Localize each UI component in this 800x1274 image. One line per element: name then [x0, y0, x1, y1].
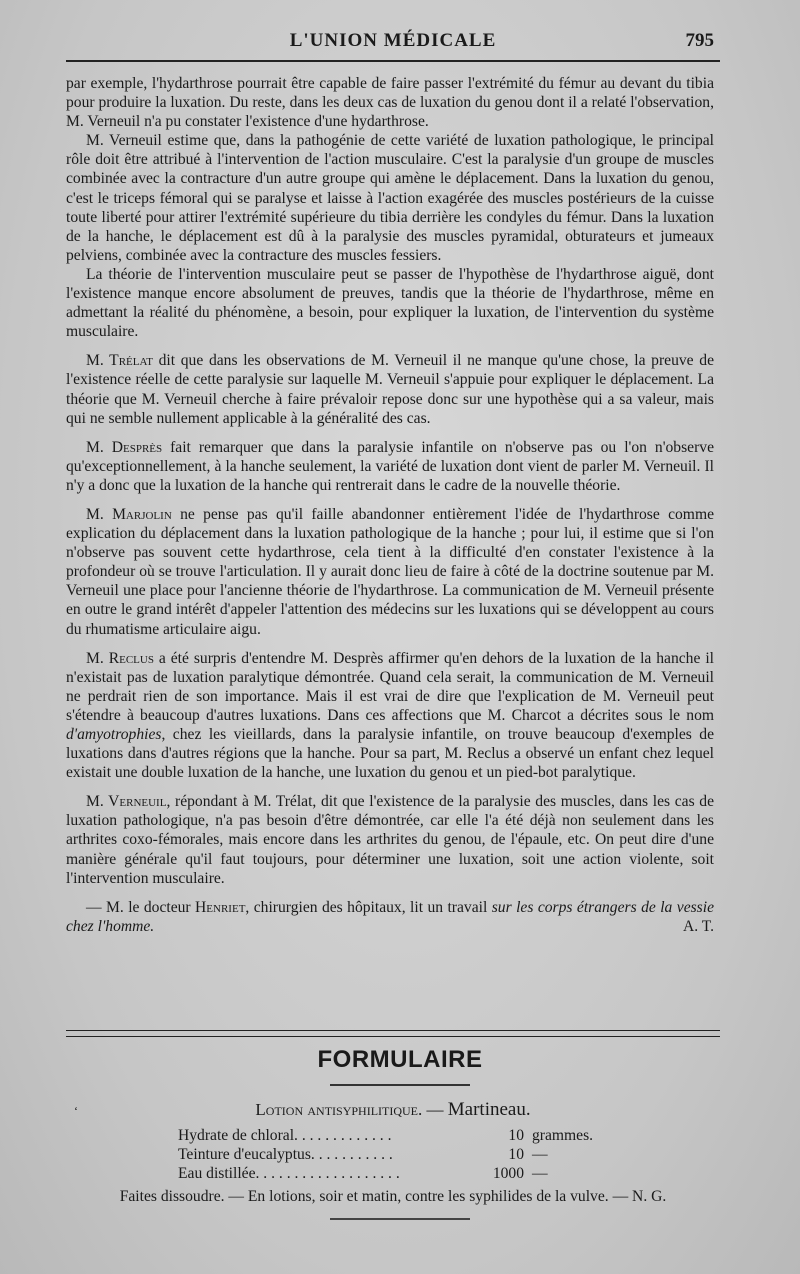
ingredient-row [178, 1145, 618, 1164]
recipe-instructions: Faites dissoudre. — En lotions, soir et matin, contre les syphilides de la vulve. — N. G. [119, 1188, 667, 1205]
paragraph-despres [66, 438, 714, 495]
recipe-name: Lotion antisyphilitique. [255, 1100, 423, 1119]
paragraph-text: , chez les vieillards, dans la paralysie infantile, on trouve beaucoup d'exemples de luxations dans d'autres régions que la hanche. Pour sa part, M. Reclus a observé un enfant chez lequel existait une double luxation de la hanche, une luxation du genou et un pied-bot paralytique. [66, 726, 714, 782]
paragraph-verneuil-reply [66, 792, 714, 887]
paragraph-reclus [66, 649, 714, 783]
closing-rule [330, 1218, 470, 1220]
paragraph-muscular-intervention: La théorie de l'intervention musculaire peut se passer de l'hypothèse de l'hydarthrose aiguë, dont l'existence manque encore absolument de preuves, tandis que la théorie de l'hydarthrose, même en admettant la réalité du phénomène, a besoin, pour expliquer la luxation, de l'intervention du système musculaire. [66, 265, 714, 341]
page-number: 795 [685, 30, 714, 51]
ingredient-quantity: 10 [508, 1127, 524, 1144]
article-body [66, 74, 714, 936]
ingredient-quantity: 10 [508, 1146, 524, 1163]
emphasis-title: sur les corps étrangers de la vessie chez l'homme. [66, 898, 715, 935]
speaker-name: M. Trélat [86, 352, 153, 370]
paragraph-verneuil-theory: M. Verneuil estime que, dans la pathogénie de cette variété de luxation pathologique, le principal rôle doit être attribué à l'intervention de l'action musculaire. C'est la paralysie d'un groupe de muscles combinée avec la contracture d'un autre groupe qui amène le déplacement. Dans la luxation du genou, c'est le triceps fémoral qui se paralyse et laisse à l'action exagérée des muscles postérieurs de la cuisse toute liberté pour attirer l'extrémité supérieure du tibia derrière les condyles du fémur. Dans la luxation de la hanche, le déplacement est dû à la paralysie des muscles pyramidal, obturateurs et jumeaux pelviens, combinée avec la contracture des muscles fessiers. [66, 132, 714, 264]
recipe-dash: — [422, 1100, 448, 1119]
ingredient-unit: — [532, 1165, 548, 1182]
margin-mark: ‘ [74, 1104, 78, 1118]
paragraph-text: dit que dans les observations de M. Verneuil il ne manque qu'une chose, la preuve de l'existence réelle de cette paralysie sur laquelle M. Verneuil s'appuie pour expliquer le déplacement. La théorie que M. Verneuil cherche à faire prévaloir repose donc sur une hypothèse qui a sa valeur, mais qui ne semble nullement applicable à la généralité des cas. [66, 352, 715, 427]
emphasis-term: d'amyotrophies [66, 726, 162, 743]
paragraph-marjolin [66, 505, 714, 639]
speaker-name: Henriet [195, 898, 246, 916]
paragraph-text: ne pense pas qu'il faille abandonner entièrement l'idée de l'hydarthrose comme explication du déplacement dans la luxation pathologique de la hanche ; pour lui, il estime que si l'on n'observe pas souvent cette hydarthrose, cela tient à la difficulté d'en constater l'existence à la profondeur où se trouve l'articulation. Il y aurait donc lieu de faire à côté de la doctrine soutenue par M. Verneuil une place pour l'ancienne théorie de l'hydarthrose. La communication de M. Verneuil présente en outre le grand intérêt d'appeler l'attention des médecins sur les luxations qui se développent au cours du rhumatisme articulaire aigu. [66, 505, 714, 638]
signature: A. T. [682, 917, 714, 935]
ingredient-list [178, 1126, 618, 1183]
paragraph-text: , chirurgien des hôpitaux, lit un travail [245, 898, 492, 916]
ingredient-quantity: 1000 [492, 1165, 524, 1182]
ingredient-unit: grammes. [532, 1127, 594, 1144]
recipe-author: Martineau. [447, 1099, 531, 1120]
paragraph-text: a été surpris d'entendre M. Desprès affirmer qu'en dehors de la luxation de la hanche il n'existait pas de luxation paralytique démontrée. Quand cela serait, la communication de M. Verneuil ne perdrait rien de son importance. Mais il est vrai de dire que l'explication de M. Verneuil peut s'étendre à beaucoup d'autres luxations. Dans ces affections que M. Charcot a décrites sous le nom [66, 649, 714, 724]
ingredient-name: Teinture d'eucalyptus. . . . . . . . . . . [178, 1146, 393, 1163]
ingredient-row [178, 1164, 618, 1183]
title-underline [330, 1084, 470, 1086]
paragraph-trelat [66, 351, 714, 427]
running-head [66, 30, 720, 58]
speaker-name: M. Marjolin [86, 505, 172, 523]
ingredient-name: Eau distillée. . . . . . . . . . . . . . . . . . . [178, 1165, 400, 1182]
running-title: L'UNION MÉDICALE [289, 30, 497, 51]
speaker-name: M. Desprès [86, 438, 163, 456]
section-divider [66, 1030, 720, 1037]
paragraph-hydarthrose: par exemple, l'hydarthrose pourrait être capable de faire passer l'extrémité du fémur au devant du tibia pour produire la luxation. Du reste, dans les deux cas de luxation du genou dont il a relaté l'observation, M. Verneuil n'a pu constater l'existence d'une hydarthrose. [66, 75, 714, 131]
paragraph-text: — M. le docteur [86, 898, 196, 916]
paragraph-henriet [66, 898, 714, 936]
speaker-name: M. Reclus [86, 649, 154, 667]
paragraph-text: fait remarquer que dans la paralysie infantile on n'observe pas ou l'on n'observe qu'exceptionnellement, à la hanche seulement, la variété de luxation dont vient de parler M. Verneuil. Il n'y a donc que la luxation de la hanche qui rentrerait dans le cadre de la nouvelle théorie. [66, 438, 714, 494]
ingredient-unit: — [532, 1146, 548, 1163]
ingredient-row [178, 1126, 618, 1145]
recipe-title [66, 1099, 720, 1121]
ingredient-name: Hydrate de chloral. . . . . . . . . . . . . [178, 1127, 392, 1144]
section-title: FORMULAIRE [317, 1046, 483, 1073]
speaker-name: M. Verneuil [86, 793, 167, 811]
header-rule [66, 60, 720, 62]
paragraph-text: , répondant à M. Trélat, dit que l'existence de la paralysie des muscles, dans les cas de luxation pathologique, n'a pas besoin d'être démontrée, car elle l'a été déjà non seulement dans les arthrites coxo-fémorales, mais encore dans les arthrites du genou, de l'épaule, etc. On peut dire d'une manière générale qu'il faut toujours, pour déterminer une luxation, soit une action violente, soit l'intervention musculaire. [66, 793, 715, 887]
